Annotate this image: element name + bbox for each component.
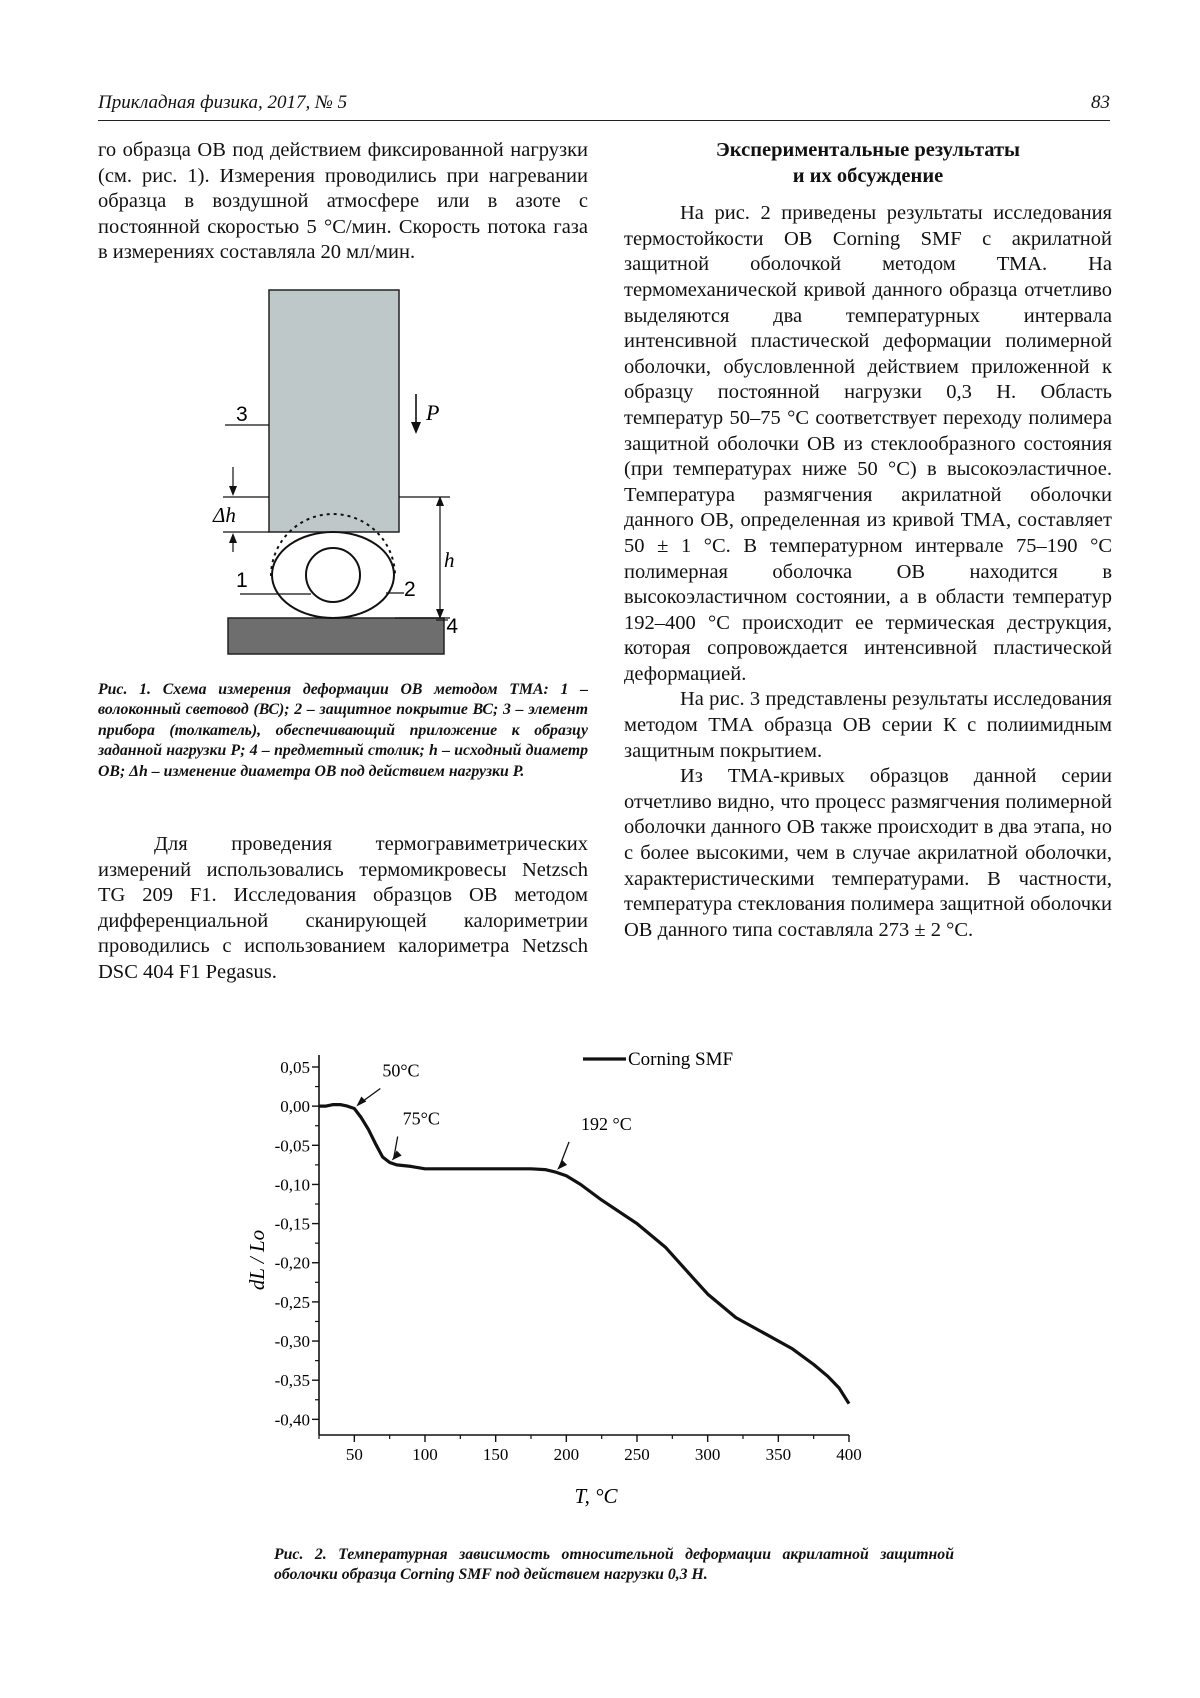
label-P: P	[426, 400, 440, 425]
y-tick-label: -0,35	[274, 1371, 310, 1391]
paragraph: Для проведения термогравиметрических измерений использовались термомикровесы Netzsch TG 209 F1. Исследования образцов ОВ методом дифференциальной сканирующей калориметрии проводились с использованием калориметра Netzsch DSC 404 F1 Pegasus.	[98, 833, 588, 983]
figure-1-caption: Рис. 1. Схема измерения деформации ОВ методом ТМА: 1 – волоконный световод (ВС); 2 – защитное покрытие ВС; 3 – элемент прибора (толкатель), обеспечивающий приложение к образцу заданной нагрузки P; 4 – предметный столик; h – исходный диаметр ОВ; Δh – изменение диаметра ОВ под действием нагрузки P.	[98, 681, 588, 780]
legend	[583, 1049, 733, 1070]
journal-title: Прикладная физика, 2017, № 5	[98, 92, 348, 113]
section-title-line: и их обсуждение	[792, 164, 944, 187]
x-tick-label: 50	[345, 1445, 363, 1464]
arrow-head	[411, 422, 421, 434]
right-column	[624, 138, 1112, 943]
x-axis-label: T, °C	[574, 1484, 618, 1508]
arrow-head	[229, 533, 237, 543]
x-tick-label: 100	[412, 1445, 438, 1464]
left-column-top	[98, 138, 588, 266]
y-tick-label: -0,20	[274, 1253, 310, 1273]
y-axis-label: dL / Lo	[245, 1229, 269, 1291]
label-3: 3	[236, 403, 248, 426]
x-tick-label: 400	[836, 1445, 862, 1464]
y-tick-label: 0,00	[280, 1097, 310, 1117]
y-tick-label: -0,30	[274, 1332, 310, 1352]
annotation-label: 192 °C	[581, 1113, 632, 1134]
paragraph: На рис. 3 представлены результаты исследования методом ТМА образца ОВ серии К с полиимидным защитным покрытием.	[624, 688, 1112, 762]
tma-scheme-figure	[200, 282, 460, 654]
label-4: 4	[446, 615, 458, 638]
fiber-circle	[306, 548, 360, 602]
tma-chart	[245, 1035, 950, 1515]
y-tick-label: -0,15	[274, 1214, 310, 1234]
label-h: h	[444, 548, 455, 572]
y-tick-label: -0,05	[274, 1136, 310, 1156]
section-title-line: Экспериментальные результаты	[715, 139, 1021, 161]
pusher-rect	[269, 290, 399, 532]
annotation-arrowhead	[356, 1096, 366, 1106]
annotation-label: 50°C	[382, 1060, 420, 1081]
left-column-bottom	[98, 832, 588, 986]
label-dh: Δh	[213, 503, 236, 527]
arrow-head	[229, 486, 237, 496]
label-2: 2	[404, 578, 416, 601]
series-line-corning-smf	[319, 1105, 849, 1404]
legend-label: Corning SMF	[628, 1049, 734, 1070]
annotation-arrowhead	[392, 1151, 402, 1161]
y-tick-label: 0,05	[280, 1058, 310, 1077]
y-tick-label: -0,25	[274, 1292, 310, 1312]
annotation-label: 75°C	[402, 1108, 440, 1129]
chart-annotations	[356, 1060, 631, 1169]
x-tick-label: 350	[765, 1445, 792, 1464]
page-header	[98, 92, 1110, 121]
paragraph: Из ТМА-кривых образцов данной серии отчетливо видно, что процесс размягчения полимерной оболочки данного ОВ также происходит в два этапа, но с более высокими, чем в случае акрилатной оболочки, характеристическими температурами. В частности, температура стеклования полимера защитной оболочки ОВ данного типа составляла 273 ± 2 °С.	[624, 765, 1112, 941]
x-tick-label: 150	[482, 1445, 509, 1464]
x-tick-label: 300	[694, 1445, 721, 1464]
section-title	[624, 138, 1112, 189]
chart-axes	[319, 1055, 849, 1435]
page-number: 83	[1091, 92, 1110, 113]
table-rect	[228, 618, 444, 654]
paragraph: го образца ОВ под действием фиксированной нагрузки (см. рис. 1). Измерения проводились при нагревании образца в воздушной атмосфере или в азоте с постоянной скоростью 5 °С/мин. Скорость потока газа в измерениях составляла 20 мл/мин.	[98, 139, 588, 264]
y-tick-label: -0,10	[274, 1175, 310, 1195]
y-tick-label: -0,40	[274, 1410, 310, 1430]
label-1: 1	[236, 569, 248, 592]
x-tick-label: 250	[624, 1445, 650, 1464]
paragraph: На рис. 2 приведены результаты исследования термостойкости ОВ Corning SMF с акрилатной защитной оболочкой методом ТМА. На термомеханической кривой данного образца отчетливо выделяются два температурных интервала интенсивной пластической деформации полимерной оболочки, обусловленной действием приложенной к образцу постоянной нагрузки 0,3 Н. Область температур 50–75 °С соответствует переходу полимера защитной оболочки ОВ из стеклообразного состояния (при температурах ниже 50 °С) в высокоэластичное. Температура размягчения акрилатной оболочки данного ОВ, определенная из кривой ТМА, составляет 50 ± 1 °С. В температурном интервале 75–190 °С полимерная оболочка ОВ находится в высокоэластичном состоянии, а в области температур 192–400 °С происходит ее термическая деструкция, которая сопровождается интенсивной пластической деформацией.	[624, 202, 1112, 685]
annotation-arrowhead	[557, 1160, 567, 1170]
x-tick-label: 200	[553, 1445, 580, 1464]
figure-2-caption: Рис. 2. Температурная зависимость относительной деформации акрилатной защитной оболочки образца Corning SMF под действием нагрузки 0,3 Н.	[274, 1546, 954, 1584]
